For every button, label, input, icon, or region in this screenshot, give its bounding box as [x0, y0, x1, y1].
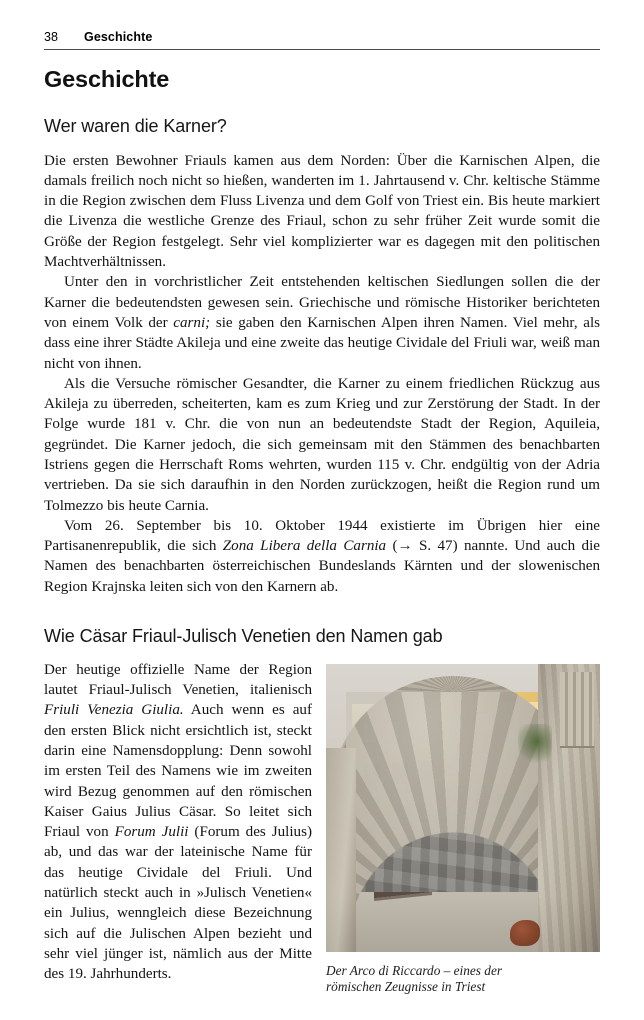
text-run: Vom 26. September bis 10. Oktober 1944 existierte im Übrigen hier eine Partisanenrepublik, die sich: [44, 517, 600, 555]
paragraph: [44, 516, 600, 597]
figure-arco-di-riccardo: [326, 664, 600, 996]
section-heading-karner: Wer waren die Karner?: [44, 115, 227, 136]
text-run-italic: Friuli Venezia Giulia.: [44, 702, 184, 719]
figure-caption: [326, 963, 600, 996]
text-run: (Forum des Julius) ab, und das war der lateinische Name für das heutige Cividale del Friuli. Und natürlich steckt auch in »Julisch Venetien« ein Julius, wenngleich diese Bezeichnung sich auf die Julischen Alpen bezieht und sehr viel jünger ist, nämlich aus der Mitte des 19. Jahrhunderts.: [44, 824, 312, 983]
caption-line-2: römischen Zeugnisse in Triest: [326, 979, 486, 995]
text-run: Auch wenn es auf den ersten Blick nicht ersichtlich ist, steckt darin eine Namensdopplung: Denn sowohl im ersten Teil des Namens wie im zweiten wird Bezug genommen auf den römischen Kaiser Gaius Julius Cäsar. So leitet sich Friaul von: [44, 702, 312, 841]
running-head: [44, 30, 600, 50]
figure-and-text-block: [44, 660, 600, 995]
text-run-cross-reference: (→ S. 47) nannte. Und auch die Namen des benachbarten österreichischen Bundeslands Kärnten und der slowenischen Region Krajnska leiten sich von den Karnern ab.: [44, 538, 600, 595]
page-title: Geschichte: [44, 66, 170, 92]
paragraph: [44, 374, 600, 516]
text-run: Als die Versuche römischer Gesandter, die Karner zu einem friedlichen Rückzug aus Akileja zu überreden, scheiterten, kam es zum Krieg und zur Zerstörung der Stadt. In der Folge wurde 181 v. Chr. die von nun an bedeutendste Stadt der Region, Aquileia, gegründet. Die Karner jedoch, die sich gemeinsam mit den Stämmen des benachbarten Istriens gegen die Herrschaft Roms wehrten, wurden 115 v. Chr. endgültig von der Adria vertrieben. Da sie sich daraufhin in den Norden zurückzogen, heißt die Region rund um Tolmezzo bis heute Carnia.: [44, 375, 600, 514]
caption-line-1: Der Arco di Riccardo – eines der: [326, 962, 503, 978]
text-run: Die ersten Bewohner Friauls kamen aus dem Norden: Über die Karnischen Alpen, die damals freilich noch nicht so hießen, wanderten im 1. Jahrtausend v. Chr. keltische Stämme in die Region zwischen dem Fluss Livenza und dem Golf von Triest ein. Bis heute markiert die Livenza die westliche Grenze des Friaul, schon zu sehr früher Zeit wurde somit die Größe der Region festgelegt. Sehr viel komplizierter war es dagegen mit den politischen Machtverhältnissen.: [44, 152, 600, 271]
fluted-pilaster: [560, 672, 594, 748]
foreground-shadow: [326, 896, 600, 952]
text-run: sie gaben den Karnischen Alpen ihren Namen. Viel mehr, als dass eine ihrer Städte Akileja und eine zweite das heutige Cividale del Friuli war, weiß man nicht von ihnen.: [44, 314, 601, 372]
section-heading-caesar: Wie Cäsar Friaul-Julisch Venetien den Namen gab: [44, 626, 443, 647]
text-run-italic: Zona Libera della Carnia: [222, 538, 387, 555]
ivy-growth: [518, 724, 552, 768]
photo-arco-di-riccardo: [326, 664, 600, 952]
text-run-italic: Forum Julii: [114, 824, 189, 841]
text-run: Unter den in vorchristlicher Zeit entstehenden keltischen Siedlungen sollen die der Karner die bedeutendsten gewesen sein. Griechische und römische Historiker berichteten von einem Volk der: [44, 274, 600, 331]
page-number: 38: [44, 30, 59, 44]
text-run-italic: carni;: [173, 314, 211, 331]
paragraph: [44, 151, 600, 273]
text-run: Der heutige offizielle Name der Region lautet Friaul-Julisch Venetien, italienisch: [44, 661, 312, 699]
paragraph: [44, 272, 600, 373]
running-head-chapter: Geschichte: [84, 30, 153, 44]
